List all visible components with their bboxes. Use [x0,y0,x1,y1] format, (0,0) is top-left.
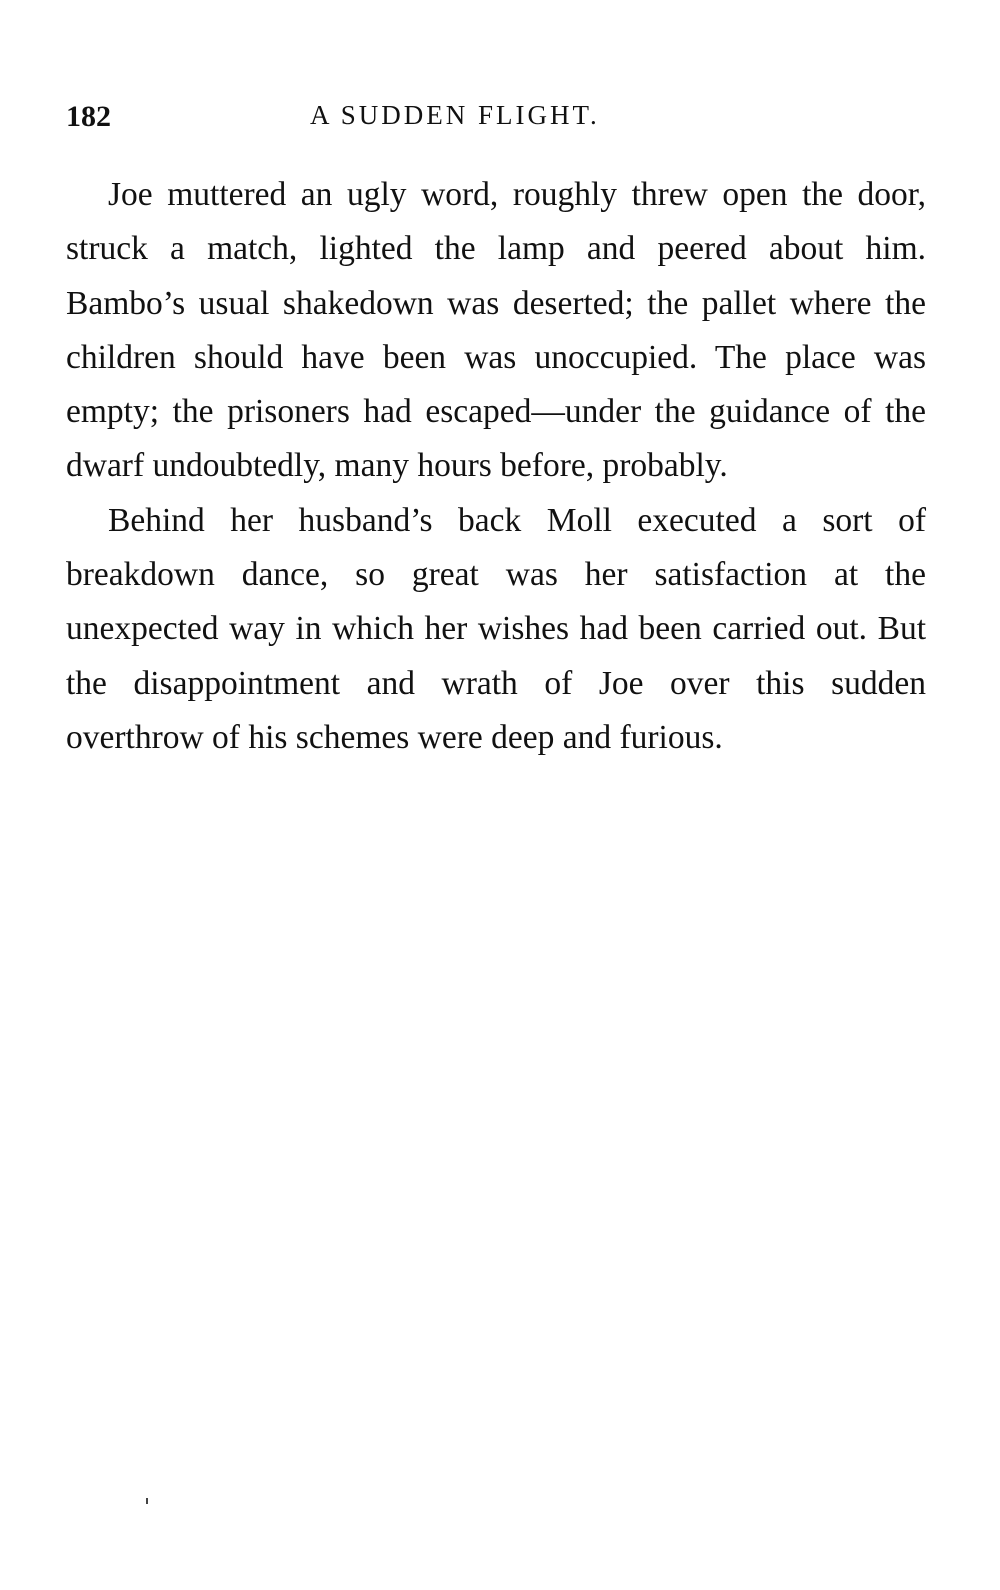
running-title: A SUDDEN FLIGHT. [310,100,600,130]
running-head [66,100,928,140]
body-text [66,168,926,765]
paragraph: Behind her husband’s back Moll executed a sort of breakdown dance, so great was her satisfaction at the unexpected way in which her wishes had been carried out. But the disappointment and wrath of Joe over this sudden overthrow of his schemes were deep and furious. [66,501,926,756]
scan-speck [146,1498,148,1504]
paragraph: Joe muttered an ugly word, roughly threw open the door, struck a match, lighted the lamp and peered about him. Bambo’s usual shakedown was deserted; the pallet where the children should have been was unoccupied. The place was empty; the prisoners had escaped—under the guidance of the dwarf undoubtedly, many hours before, probably. [66,176,926,485]
page-number: 182 [66,100,111,133]
